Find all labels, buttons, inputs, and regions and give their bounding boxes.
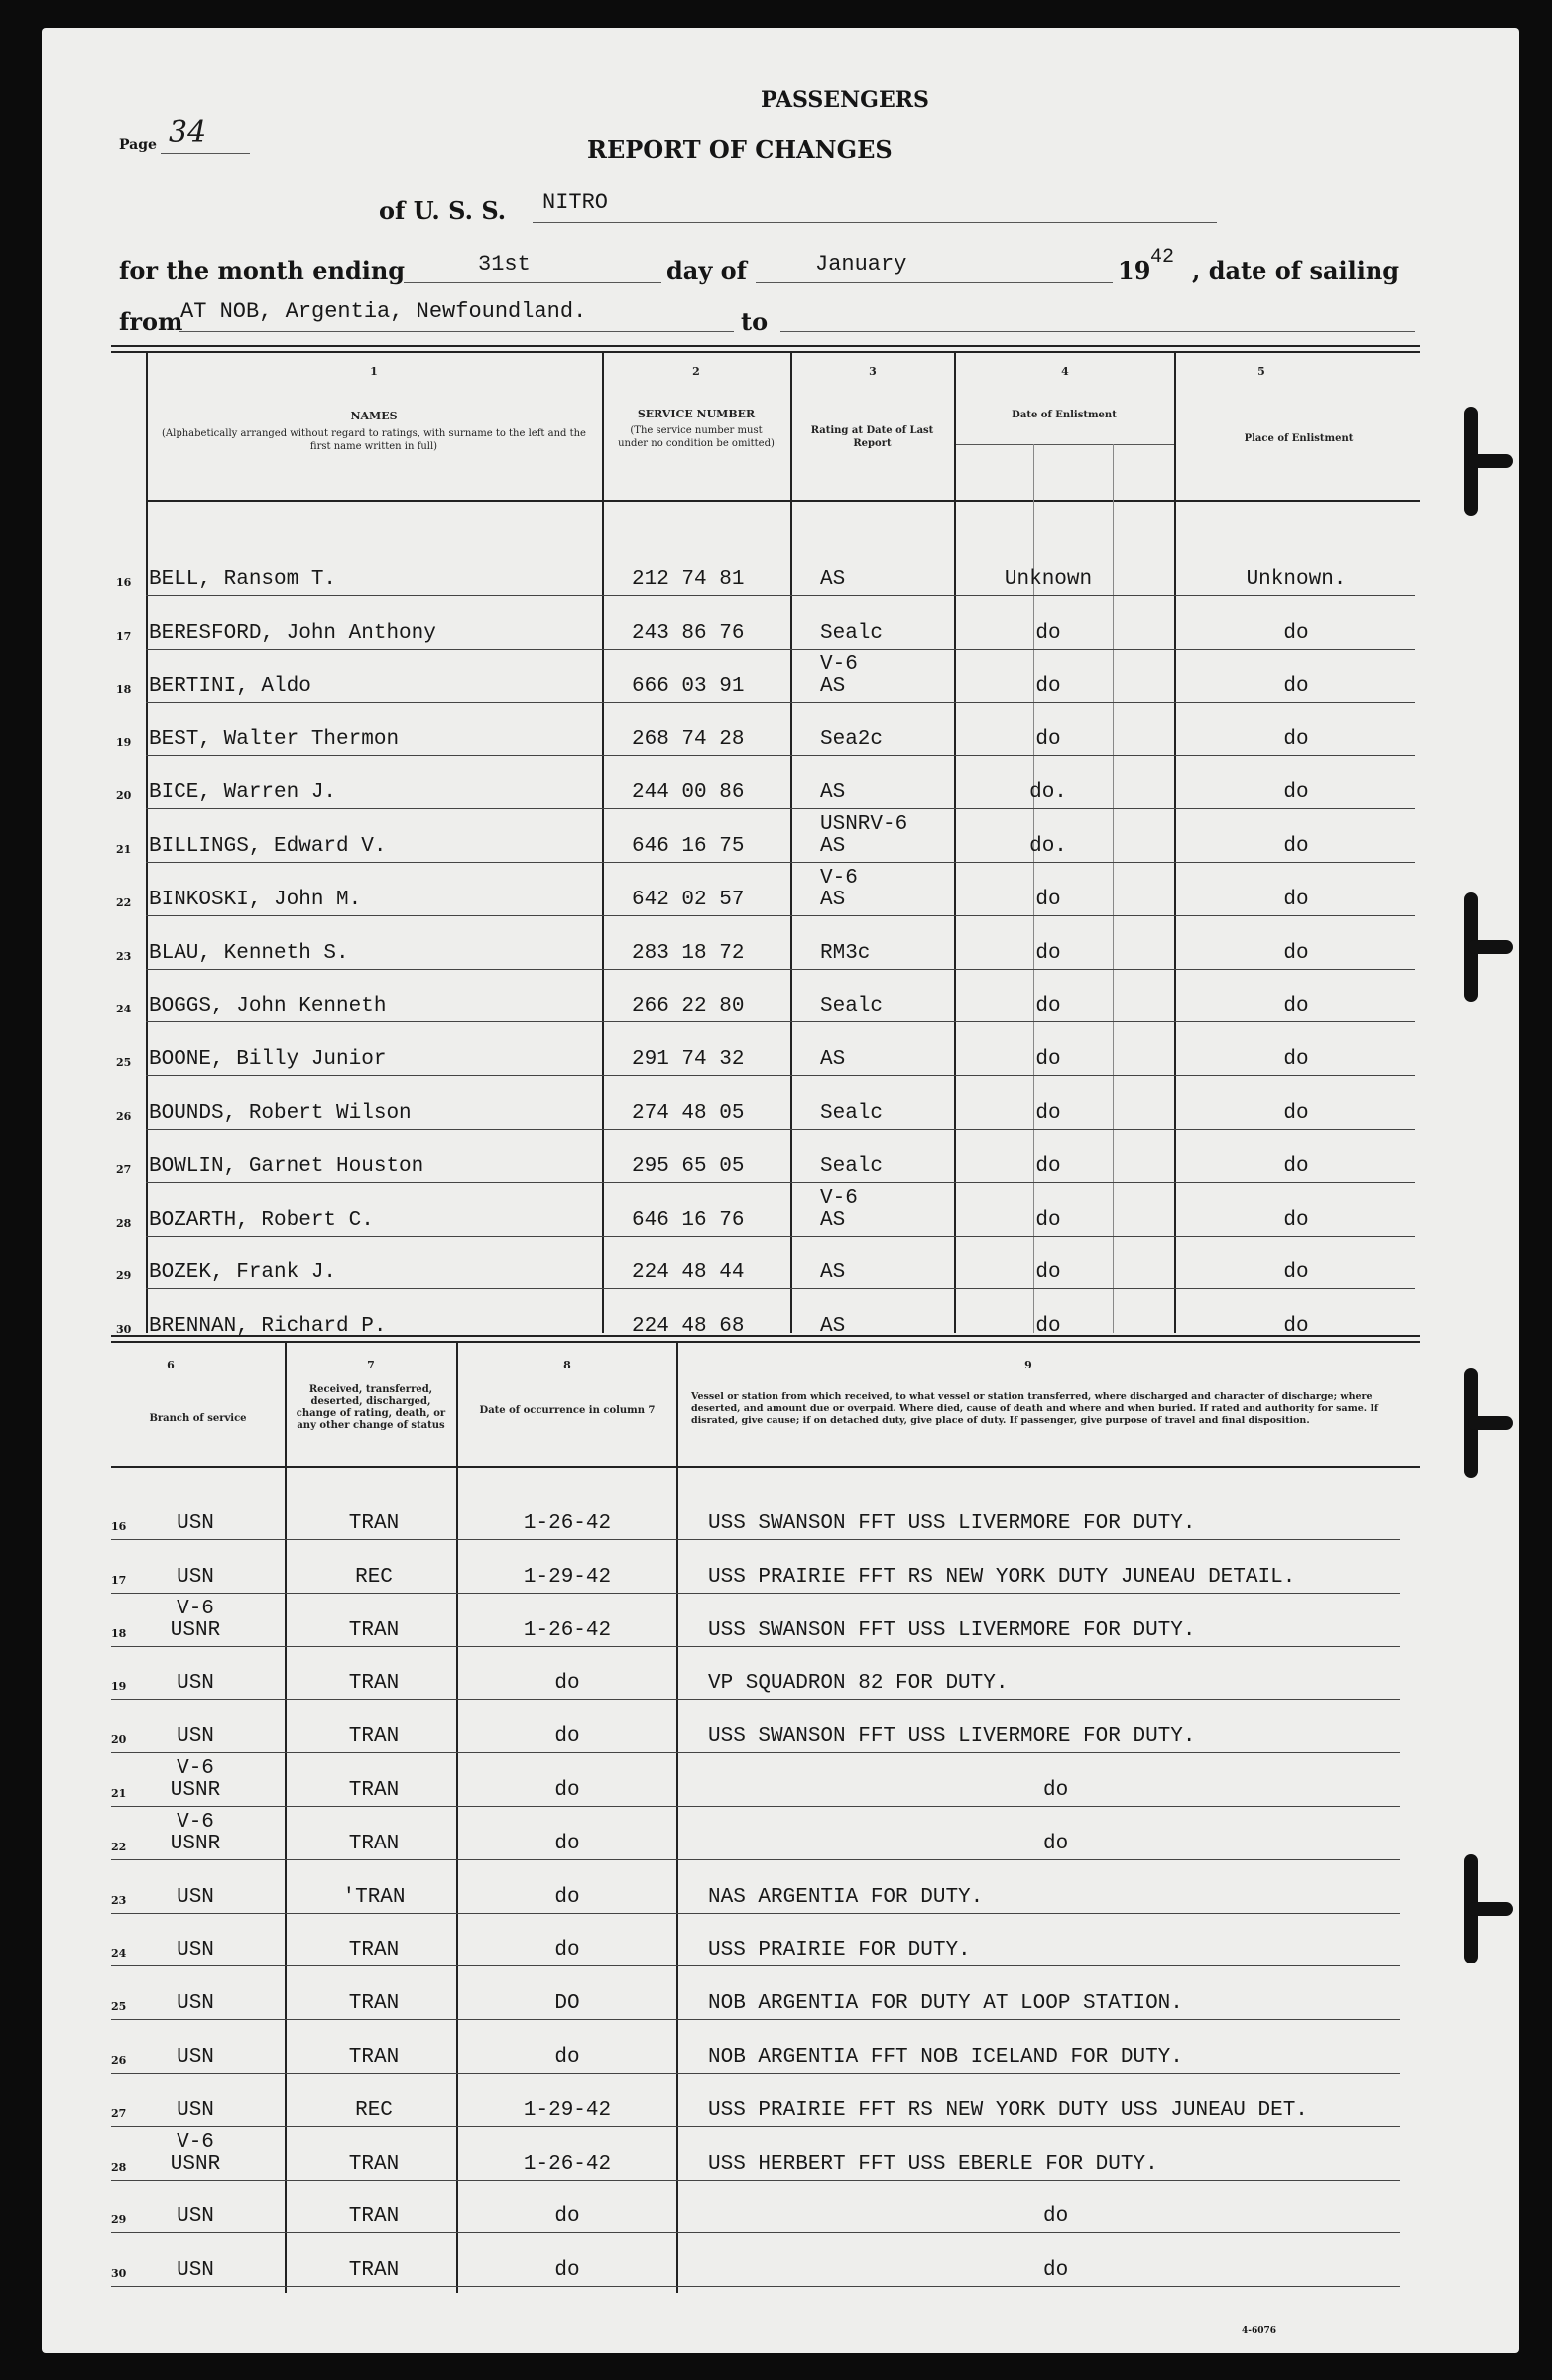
enlistment-date: do	[1035, 1102, 1061, 1125]
row-number: 30	[116, 1323, 132, 1337]
passenger-name: BINKOSKI, John M.	[149, 888, 362, 911]
status-change: TRAN	[348, 1726, 400, 1749]
status-change: TRAN	[348, 2152, 400, 2176]
occurrence-date: do	[554, 1885, 580, 1909]
branch-of-service: USN	[177, 1992, 214, 2016]
status-change: TRAN	[348, 2259, 400, 2283]
upper-col-left	[146, 351, 148, 1333]
enlistment-date: do	[1035, 728, 1061, 752]
row-number: 16	[111, 1520, 127, 1533]
status-change: TRAN	[348, 1779, 400, 1802]
branch-of-service: USN	[177, 2205, 214, 2229]
occurrence-date: DO	[554, 1992, 580, 2016]
passenger-name: BOWLIN, Garnet Houston	[149, 1154, 424, 1178]
table-row-line	[111, 1539, 1400, 1540]
service-number-note: (The service number must under no condition be omitted)	[618, 425, 775, 449]
remarks: USS PRAIRIE FFT RS NEW YORK DUTY USS JUNEAU DET.	[708, 2098, 1308, 2122]
rating: AS	[820, 568, 846, 591]
status-change: TRAN	[348, 2205, 400, 2229]
service-number: 274 48 05	[632, 1102, 745, 1125]
day-value: 31st	[478, 252, 531, 277]
table-row-line	[146, 755, 1415, 756]
enlistment-place: do	[1283, 1048, 1309, 1072]
row-number: 25	[111, 2000, 127, 2014]
enlistment-date: do.	[1029, 781, 1067, 805]
row-number: 30	[111, 2267, 127, 2281]
enlistment-date: do	[1035, 1208, 1061, 1232]
remarks: NOB ARGENTIA FOR DUTY AT LOOP STATION.	[708, 1992, 1183, 2016]
form-code: 4-6076	[1242, 2326, 1277, 2336]
row-number: 25	[116, 1056, 132, 1070]
enlistment-place: do	[1283, 674, 1309, 698]
row-number: 17	[111, 1573, 127, 1587]
service-number: 666 03 91	[632, 674, 745, 698]
remarks: NAS ARGENTIA FOR DUTY.	[708, 1885, 984, 1909]
title-report-of-changes: REPORT OF CHANGES	[587, 135, 893, 164]
occurrence-date: do	[554, 2046, 580, 2069]
table-row-line	[146, 702, 1415, 703]
enlistment-place: do	[1283, 728, 1309, 752]
enlistment-place: do	[1283, 995, 1309, 1018]
row-number: 21	[116, 843, 132, 856]
table-row-line	[111, 2180, 1400, 2181]
binder-tab-4	[1468, 1902, 1513, 1916]
passenger-name: BOONE, Billy Junior	[149, 1048, 387, 1072]
table-row-line	[146, 595, 1415, 596]
occurrence-date: 1-26-42	[523, 1512, 612, 1535]
table-row-line	[111, 1965, 1400, 1966]
occurrence-date: 1-26-42	[523, 1618, 612, 1642]
enlistment-place: do	[1283, 621, 1309, 645]
row-number: 24	[116, 1003, 132, 1016]
remarks-header: Vessel or station from which received, to what vessel or station transferred, where discharged and character of discharge; where deserted, and amount due or overpaid. Where died, cause of death and where and when buried. If rated and authority for same. If disrated, give cause; if on detached duty, give place of duty. If passenger, give purpose of travel and final disposition.	[691, 1391, 1378, 1426]
branch-annotation: V-6	[177, 1810, 214, 1834]
branch-of-service: USN	[177, 2046, 214, 2069]
year-suffix: 42	[1150, 246, 1175, 269]
rating: AS	[820, 1261, 846, 1285]
title-passengers: PASSENGERS	[761, 87, 929, 113]
enlistment-place: do	[1283, 888, 1309, 911]
remarks: do	[1043, 2259, 1069, 2283]
row-number: 23	[116, 949, 132, 963]
day-of-label: day of	[666, 256, 747, 285]
row-number: 27	[116, 1162, 132, 1176]
branch-of-service: USN	[177, 1885, 214, 1909]
passenger-name: BEST, Walter Thermon	[149, 728, 400, 752]
lower-col-8	[456, 1341, 458, 2293]
rating: AS	[820, 1315, 846, 1339]
occurrence-date: do	[554, 1672, 580, 1696]
month-value: January	[815, 252, 907, 277]
occurrence-date-header: Date of occurrence in column 7	[479, 1405, 656, 1416]
row-number: 28	[116, 1216, 132, 1230]
table-row-line	[111, 1752, 1400, 1753]
branch-of-service: USN	[177, 2259, 214, 2283]
table-row-line	[146, 915, 1415, 916]
ship-name-line	[533, 222, 1217, 223]
table-row-line	[146, 649, 1415, 650]
upper-col-3	[790, 351, 792, 1333]
enlistment-date: Unknown	[1004, 568, 1093, 591]
rating: AS	[820, 781, 846, 805]
rating: AS	[820, 888, 846, 911]
row-number: 23	[111, 1893, 127, 1907]
date-of-sailing-label: , date of sailing	[1192, 256, 1400, 285]
month-ending-label: for the month ending	[119, 256, 406, 285]
lower-table-top-rule-2	[111, 1341, 1420, 1343]
status-change: TRAN	[348, 2046, 400, 2069]
enlistment-date: do	[1035, 888, 1061, 911]
branch-annotation: V-6	[177, 1757, 214, 1780]
to-line	[780, 331, 1415, 332]
table-row-line	[146, 1288, 1415, 1289]
branch-of-service: USNR	[170, 2152, 221, 2176]
table-row-line	[146, 1182, 1415, 1183]
rating: Sealc	[820, 995, 884, 1018]
branch-of-service: USN	[177, 1726, 214, 1749]
row-number: 26	[111, 2054, 127, 2067]
rating: RM3c	[820, 941, 871, 965]
row-number: 18	[111, 1626, 127, 1640]
table-row-line	[111, 1593, 1400, 1594]
passenger-name: BILLINGS, Edward V.	[149, 835, 387, 858]
col-number-7: 7	[367, 1359, 375, 1371]
status-change: TRAN	[348, 1992, 400, 2016]
service-number: 291 74 32	[632, 1048, 745, 1072]
rating-annotation: USNRV-6	[820, 813, 908, 836]
branch-of-service: USNR	[170, 1618, 221, 1642]
table-row-line	[146, 1236, 1415, 1237]
ship-label: of U. S. S.	[379, 196, 507, 225]
service-number: 283 18 72	[632, 941, 745, 965]
upper-col-5	[1174, 351, 1176, 1333]
to-label: to	[741, 307, 769, 336]
lower-header-bottom-rule	[111, 1466, 1420, 1468]
upper-col-2	[602, 351, 604, 1333]
rating: Sealc	[820, 1154, 884, 1178]
enlistment-date: do	[1035, 621, 1061, 645]
occurrence-date: do	[554, 1939, 580, 1963]
row-number: 21	[111, 1787, 127, 1800]
remarks: USS SWANSON FFT USS LIVERMORE FOR DUTY.	[708, 1726, 1196, 1749]
passenger-name: BRENNAN, Richard P.	[149, 1315, 387, 1339]
status-change: TRAN	[348, 1672, 400, 1696]
table-row-line	[111, 1646, 1400, 1647]
table-row-line	[146, 1075, 1415, 1076]
occurrence-date: 1-26-42	[523, 2152, 612, 2176]
ship-name: NITRO	[542, 190, 609, 215]
remarks: do	[1043, 2205, 1069, 2229]
year-prefix: 19	[1118, 256, 1151, 285]
page-number-line	[161, 153, 250, 154]
table-row-line	[111, 2126, 1400, 2127]
from-line	[179, 331, 734, 332]
branch-of-service: USN	[177, 1939, 214, 1963]
remarks: USS PRAIRIE FOR DUTY.	[708, 1939, 971, 1963]
day-line	[404, 282, 661, 283]
passenger-name: BERTINI, Aldo	[149, 674, 311, 698]
table-row-line	[111, 2232, 1400, 2233]
row-number: 19	[116, 736, 132, 750]
rating-header: Rating at Date of Last Report	[810, 425, 934, 449]
lower-table-top-rule	[111, 1335, 1420, 1337]
row-number: 17	[116, 629, 132, 643]
enlistment-place: do	[1283, 1154, 1309, 1178]
service-number: 295 65 05	[632, 1154, 745, 1178]
passenger-name: BOZARTH, Robert C.	[149, 1208, 374, 1232]
row-number: 18	[116, 682, 132, 696]
branch-header: Branch of service	[149, 1413, 247, 1424]
rating: Sealc	[820, 621, 884, 645]
upper-col-4	[954, 351, 956, 1333]
enlistment-date: do.	[1029, 835, 1067, 858]
table-row-line	[111, 1913, 1400, 1914]
lower-col-9	[676, 1341, 678, 2293]
rating: AS	[820, 1208, 846, 1232]
enlistment-place: do	[1283, 1102, 1309, 1125]
row-number: 22	[116, 895, 132, 909]
occurrence-date: do	[554, 1779, 580, 1802]
status-change: TRAN	[348, 1939, 400, 1963]
rating: Sea2c	[820, 728, 884, 752]
col-number-3: 3	[869, 365, 877, 378]
table-row-line	[146, 969, 1415, 970]
col-number-2: 2	[692, 365, 700, 378]
service-number: 224 48 68	[632, 1315, 745, 1339]
col-number-8: 8	[563, 1359, 571, 1371]
enlistment-date: do	[1035, 1261, 1061, 1285]
table-row-line	[111, 1806, 1400, 1807]
names-header-note: (Alphabetically arranged without regard to ratings, with surname to the left and the first name written in full)	[162, 428, 586, 452]
occurrence-date: do	[554, 2205, 580, 2229]
from-value: AT NOB, Argentia, Newfoundland.	[180, 299, 587, 324]
rating-annotation: V-6	[820, 866, 858, 890]
row-number: 29	[111, 2213, 127, 2227]
binder-tab-3	[1468, 1416, 1513, 1430]
row-number: 20	[111, 1733, 127, 1747]
enlist-date-header: Date of Enlistment	[1012, 410, 1117, 420]
row-number: 27	[111, 2106, 127, 2120]
enlistment-date: do	[1035, 674, 1061, 698]
rating: AS	[820, 835, 846, 858]
enlistment-date: do	[1035, 941, 1061, 965]
status-change: TRAN	[348, 1832, 400, 1855]
branch-of-service: USN	[177, 2098, 214, 2122]
enlistment-date: do	[1035, 1048, 1061, 1072]
row-number: 24	[111, 1947, 127, 1961]
table-row-line	[111, 2019, 1400, 2020]
row-number: 20	[116, 789, 132, 803]
branch-of-service: USN	[177, 1512, 214, 1535]
table-row-line	[111, 2073, 1400, 2074]
status-change: REC	[355, 1565, 393, 1589]
remarks: USS HERBERT FFT USS EBERLE FOR DUTY.	[708, 2152, 1158, 2176]
row-number: 19	[111, 1680, 127, 1694]
passenger-name: BOGGS, John Kenneth	[149, 995, 387, 1018]
remarks: NOB ARGENTIA FFT NOB ICELAND FOR DUTY.	[708, 2046, 1183, 2069]
status-header: Received, transferred, deserted, discharged, change of rating, death, or any other change of status	[296, 1384, 446, 1431]
upper-table-top-rule	[111, 345, 1420, 347]
status-change: REC	[355, 2098, 393, 2122]
table-row-line	[111, 2286, 1400, 2287]
enlistment-place: do	[1283, 781, 1309, 805]
month-line	[756, 282, 1113, 283]
upper-header-bottom-rule	[146, 500, 1420, 502]
service-number: 212 74 81	[632, 568, 745, 591]
rating: Sealc	[820, 1102, 884, 1125]
col-number-1: 1	[370, 365, 378, 378]
remarks: do	[1043, 1779, 1069, 1802]
table-row-line	[111, 1699, 1400, 1700]
table-row-line	[146, 808, 1415, 809]
remarks: USS PRAIRIE FFT RS NEW YORK DUTY JUNEAU DETAIL.	[708, 1565, 1296, 1589]
status-change: TRAN	[348, 1512, 400, 1535]
branch-of-service: USNR	[170, 1832, 221, 1855]
rating-annotation: V-6	[820, 1186, 858, 1210]
binder-tab-1	[1468, 454, 1513, 468]
enlistment-place: Unknown.	[1246, 568, 1347, 591]
branch-annotation: V-6	[177, 1597, 214, 1620]
branch-of-service: USN	[177, 1672, 214, 1696]
enlistment-date: do	[1035, 995, 1061, 1018]
service-number: 224 48 44	[632, 1261, 745, 1285]
table-row-line	[146, 1021, 1415, 1022]
passenger-name: BICE, Warren J.	[149, 781, 337, 805]
col-number-5: 5	[1257, 365, 1265, 378]
row-number: 26	[116, 1110, 132, 1123]
table-row-line	[111, 1859, 1400, 1860]
passenger-name: BOUNDS, Robert Wilson	[149, 1102, 412, 1125]
enlistment-place: do	[1283, 941, 1309, 965]
occurrence-date: do	[554, 2259, 580, 2283]
row-number: 22	[111, 1840, 127, 1853]
service-number: 642 02 57	[632, 888, 745, 911]
enlistment-place: do	[1283, 1315, 1309, 1339]
enlist-place-header: Place of Enlistment	[1244, 433, 1354, 444]
service-number: 646 16 75	[632, 835, 745, 858]
enlistment-date: do	[1035, 1315, 1061, 1339]
service-number: 266 22 80	[632, 995, 745, 1018]
occurrence-date: do	[554, 1726, 580, 1749]
occurrence-date: 1-29-42	[523, 2098, 612, 2122]
document-sheet	[42, 28, 1519, 2353]
rating: AS	[820, 1048, 846, 1072]
remarks: USS SWANSON FFT USS LIVERMORE FOR DUTY.	[708, 1512, 1196, 1535]
col-number-6: 6	[167, 1359, 175, 1371]
occurrence-date: do	[554, 1832, 580, 1855]
col-number-4: 4	[1061, 365, 1069, 378]
passenger-name: BELL, Ransom T.	[149, 568, 337, 591]
rating: AS	[820, 674, 846, 698]
upper-col-4b	[1113, 444, 1114, 1333]
service-number: 268 74 28	[632, 728, 745, 752]
remarks: do	[1043, 1832, 1069, 1855]
passenger-name: BERESFORD, John Anthony	[149, 621, 436, 645]
service-number-header: SERVICE NUMBER	[637, 408, 756, 420]
page-label: Page	[119, 137, 157, 153]
col-number-9: 9	[1024, 1359, 1032, 1371]
branch-of-service: USNR	[170, 1779, 221, 1802]
upper-table-top-rule-2	[111, 351, 1420, 353]
enlist-date-split	[954, 444, 1174, 445]
enlistment-date: do	[1035, 1154, 1061, 1178]
enlistment-place: do	[1283, 1208, 1309, 1232]
from-label: from	[119, 307, 183, 336]
service-number: 244 00 86	[632, 781, 745, 805]
service-number: 646 16 76	[632, 1208, 745, 1232]
enlistment-place: do	[1283, 835, 1309, 858]
lower-col-7	[285, 1341, 287, 2293]
row-number: 28	[111, 2160, 127, 2174]
binder-tab-2	[1468, 940, 1513, 954]
service-number: 243 86 76	[632, 621, 745, 645]
remarks: VP SQUADRON 82 FOR DUTY.	[708, 1672, 1009, 1696]
branch-annotation: V-6	[177, 2130, 214, 2154]
status-change: TRAN	[348, 1618, 400, 1642]
table-row-line	[146, 1129, 1415, 1130]
occurrence-date: 1-29-42	[523, 1565, 612, 1589]
remarks: USS SWANSON FFT USS LIVERMORE FOR DUTY.	[708, 1618, 1196, 1642]
row-number: 29	[116, 1269, 132, 1283]
table-row-line	[146, 862, 1415, 863]
passenger-name: BOZEK, Frank J.	[149, 1261, 337, 1285]
names-header: NAMES	[350, 410, 398, 422]
row-number: 16	[116, 576, 132, 589]
passenger-name: BLAU, Kenneth S.	[149, 941, 349, 965]
branch-of-service: USN	[177, 1565, 214, 1589]
rating-annotation: V-6	[820, 653, 858, 676]
status-change: 'TRAN	[342, 1885, 406, 1909]
enlistment-place: do	[1283, 1261, 1309, 1285]
page-number: 34	[169, 115, 207, 150]
